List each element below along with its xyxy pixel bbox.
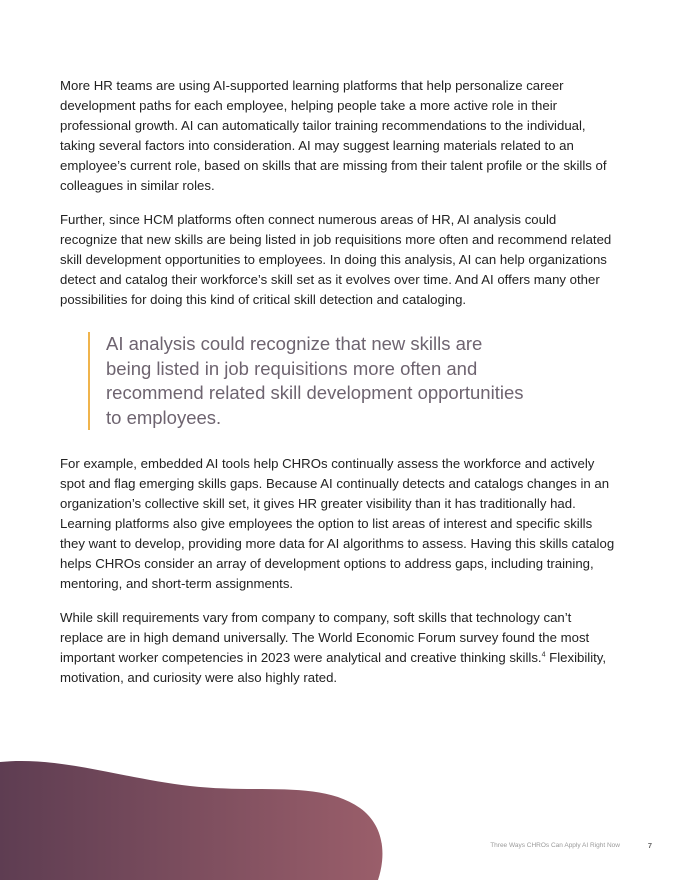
article-body xyxy=(60,76,616,702)
paragraph: For example, embedded AI tools help CHROs continually assess the workforce and actively spot and flag emerging skills gaps. Because AI continually detects and catalogs changes in an organization’s collective skill set, it gives HR greater visibility than it has traditionally had. Learning platforms also give employees the option to list areas of interest and specific skills they want to develop, providing more data for AI algorithms to assess. Having this skills catalog helps CHROs consider an array of development options to address gaps, including training, mentoring, and short-term assignments. xyxy=(60,456,615,591)
paragraph: More HR teams are using AI-supported learning platforms that help personalize career development paths for each employee, helping people take a more active role in their professional growth. AI can automatically tailor training recommendations to the individual, taking several factors into consideration. AI may suggest learning materials related to an employee’s current role, based on skills that are missing from their talent profile or the skills of colleagues in similar roles. xyxy=(60,78,607,193)
footnote-marker: 4 xyxy=(541,651,546,659)
decorative-wave xyxy=(0,760,400,880)
pull-quote: AI analysis could recognize that new skills are being listed in job requisitions more often and recommend related skill development opportunities to employees. xyxy=(88,332,526,430)
page-number: 7 xyxy=(647,841,652,850)
paragraph-text: While skill requirements vary from company to company, soft skills that technology can’t replace are in high demand universally. The World Economic Forum survey found the most important worker competencies in 2023 were analytical and creative thinking skills. xyxy=(60,610,590,665)
paragraph-text: Flexibility, motivation, and curiosity were also highly rated. xyxy=(60,650,607,685)
paragraph xyxy=(60,608,616,688)
footer-document-title: Three Ways CHROs Can Apply AI Right Now xyxy=(490,842,620,849)
paragraph: Further, since HCM platforms often connect numerous areas of HR, AI analysis could recognize that new skills are being listed in job requisitions more often and recommend related skill development opportunities to employees. In doing this analysis, AI can help organizations detect and catalog their workforce’s skill set as it evolves over time. And AI offers many other possibilities for doing this kind of critical skill detection and cataloging. xyxy=(60,212,612,307)
